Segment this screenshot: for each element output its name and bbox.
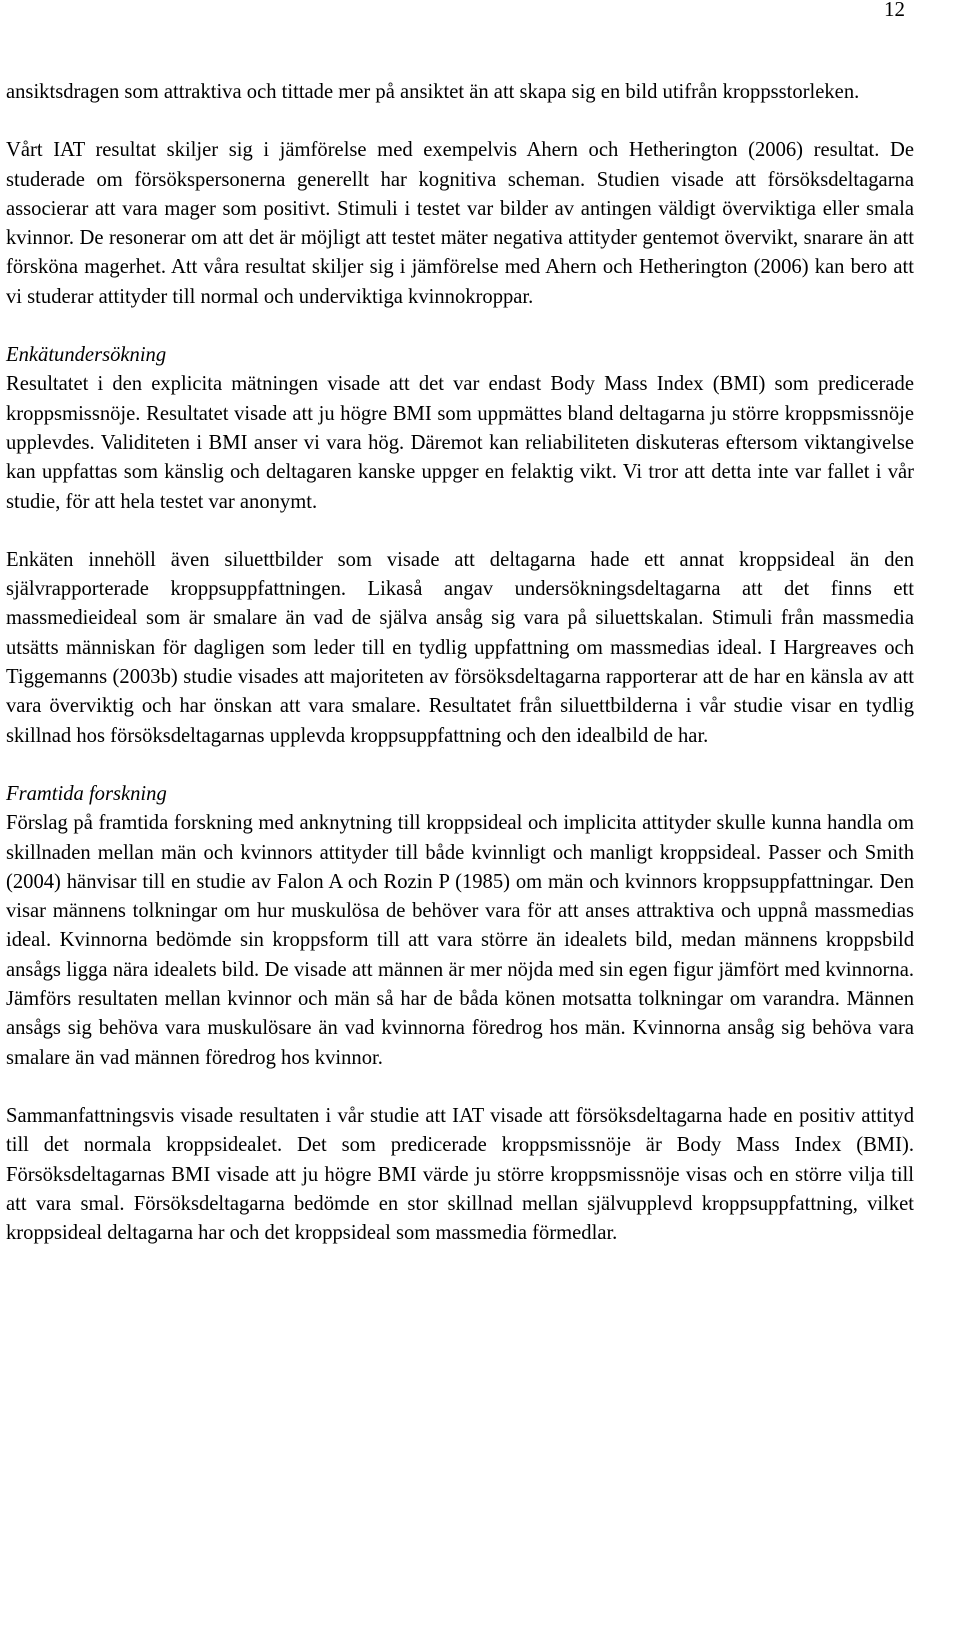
section-enkatundersokning (6, 341, 914, 517)
paragraph-1: ansiktsdragen som attraktiva och tittade mer på ansiktet än att skapa sig en bild utifrån kroppsstorleken. (6, 81, 860, 103)
document-body (6, 78, 914, 1248)
section-heading-framtida-forskning: Framtida forskning (6, 782, 167, 805)
paragraph-6: Sammanfattningsvis visade resultaten i vår studie att IAT visade att försöksdeltagarna hade en positiv attityd till det normala kroppsidealet. Det som predicerade kroppsmissnöje är Body Mass Index (BMI). Försöksdeltagarnas BMI visade att ju högre BMI värde ju större kroppsmissnöje visas och en större vilja till att vara smal. Försöksdeltagarna bedömde en stor skillnad mellan självupplevd kroppsuppfattning, vilket kroppsideal deltagarna har och det kroppsideal som massmedia förmedlar. (6, 1104, 914, 1245)
section-heading-enkatundersokning: Enkätundersökning (6, 344, 167, 367)
paragraph-2: Vårt IAT resultat skiljer sig i jämförelse med exempelvis Ahern och Hetherington (2006) resultat. De studerade om försökspersonerna generellt har kognitiva scheman. Studien visade att försöksdeltagarna associerar att vara mager som positivt. Stimuli i testet var bilder av antingen väldigt överviktiga eller smala kvinnor. De resonerar om att det är möjligt att testet mäter negativa attityder gentemot övervikt, snarare än att försköna magerhet. Att våra resultat skiljer sig i jämförelse med Ahern och Hetherington (2006) kan bero att vi studerar attityder till normal och underviktiga kvinnokroppar. (6, 139, 914, 308)
paragraph-3: Resultatet i den explicita mätningen visade att det var endast Body Mass Index (BMI) som predicerade kroppsmissnöje. Resultatet visade att ju högre BMI som uppmättes bland deltagarna ju större kroppsmissnöje upplevdes. Validiteten i BMI anser vi vara hög. Däremot kan reliabiliteten diskuteras eftersom viktangivelse kan uppfattas som känslig och deltagaren kanske uppger en felaktig vikt. Vi tror att detta inte var fallet i vår studie, för att hela testet var anonymt. (6, 373, 914, 513)
page-number: 12 (884, 0, 905, 21)
paragraph-5: Förslag på framtida forskning med anknytning till kroppsideal och implicita attityder skulle kunna handla om skillnaden mellan män och kvinnors attityder till både kvinnligt och manligt kroppsideal. Passer och Smith (2004) hänvisar till en studie av Falon A och Rozin P (1985) om män och kvinnors kroppsuppfattningar. Den visar männens tolkningar om hur muskulösa de behöver vara för att anses attraktiva och uppnå massmedias ideal. Kvinnorna bedömde sin kroppsform till att vara större än idealets bild, medan männens kroppsbild ansågs ligga nära idealets bild. De visade att männen är mer nöjda med sin egen figur jämfört med kvinnorna. Jämförs resultaten mellan kvinnor och män så har de båda könen motsatta tolkningar om varandra. Männen ansågs sig behöva vara muskulösare än vad kvinnorna föredrog hos män. Kvinnorna ansåg sig behöva vara smalare än vad männen föredrog hos kvinnor. (6, 812, 914, 1069)
section-framtida-forskning (6, 780, 914, 1073)
paragraph-4: Enkäten innehöll även siluettbilder som visade att deltagarna hade ett annat kroppsideal än den självrapporterade kroppsuppfattningen. Likaså angav undersökningsdeltagarna att det finns ett massmedieideal som är smalare än vad de själva ansåg sig vara på siluettskalan. Stimuli från massmedia utsätts människan för dagligen som leder till en tydlig uppfattning om massmedias ideal. I Hargreaves och Tiggemanns (2003b) studie visades att majoriteten av försöksdeltagarna rapporterar att de har en känsla av att vara överviktig och har önskan att vara smalare. Resultatet från siluettbilderna i vår studie visar en tydlig skillnad hos försöksdeltagarnas upplevda kroppsuppfattning och den idealbild de har. (6, 548, 914, 747)
